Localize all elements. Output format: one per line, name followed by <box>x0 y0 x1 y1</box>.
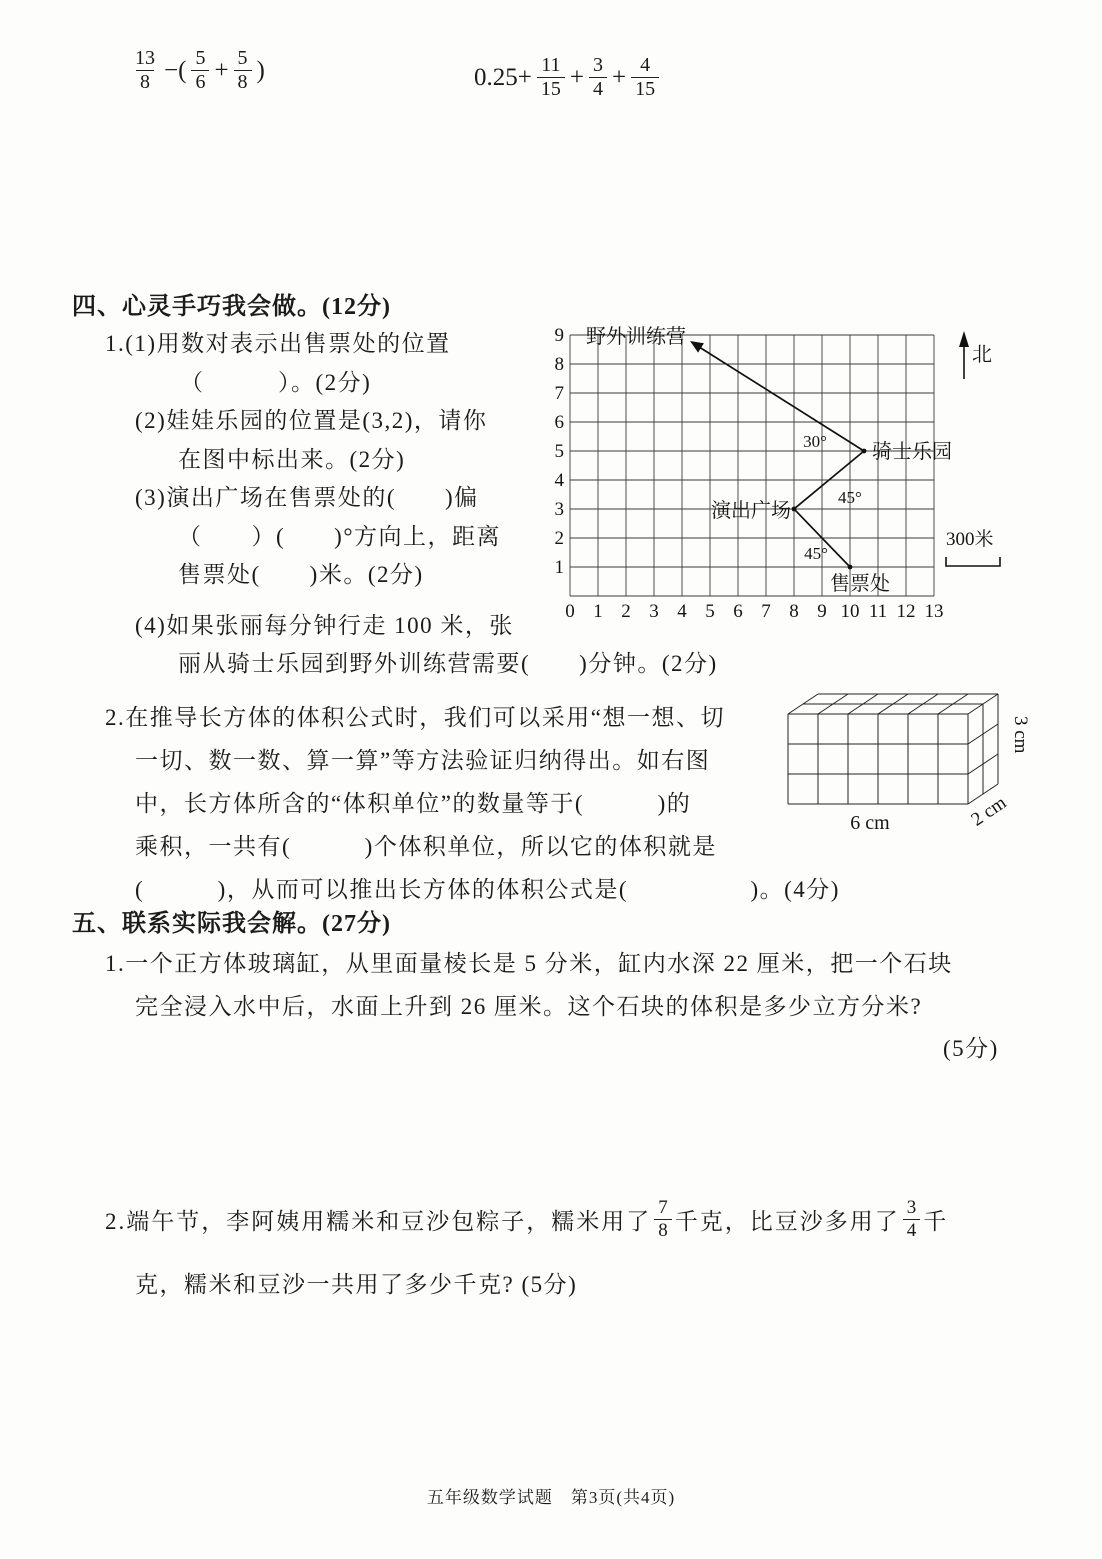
q1-line: 售票处( )米。(2分) <box>178 562 424 587</box>
expression-2 <box>472 55 662 100</box>
x-tick-13: 13 <box>924 601 944 622</box>
p1-line: 1.一个正方体玻璃缸，从里面量棱长是 5 分米，缸内水深 22 厘米，把一个石块 <box>105 951 953 976</box>
denominator: 8 <box>654 1219 672 1241</box>
fraction <box>537 55 565 100</box>
x-tick-1: 1 <box>593 601 603 622</box>
grid-horizontal-lines <box>570 335 934 596</box>
p2-text: 千克，比豆沙多用了 <box>674 1208 900 1234</box>
x-tick-12: 12 <box>896 601 916 622</box>
numerator: 7 <box>658 1197 668 1218</box>
p2-text: 千 <box>923 1208 949 1234</box>
route-arrowhead <box>690 341 704 353</box>
x-tick-4: 4 <box>677 601 687 622</box>
cuboid-front-grid <box>788 714 968 804</box>
y-tick-1: 1 <box>554 557 564 578</box>
q2-line: 乘积，一共有( )个体积单位，所以它的体积就是 <box>135 834 717 859</box>
denominator: 8 <box>136 70 154 93</box>
q2-line: 2.在推导长方体的体积公式时，我们可以采用“想一想、切 <box>105 705 725 730</box>
height-label: 3 cm <box>1010 716 1031 754</box>
section5-heading: 五、联系实际我会解。(27分) <box>72 911 391 937</box>
ticket-label: 售票处 <box>830 573 890 595</box>
camp-label: 野外训练营 <box>586 326 686 348</box>
north-arrow-head <box>959 331 969 347</box>
q1-line: (3)演出广场在售票处的( )偏 <box>135 485 479 510</box>
angle-45-ticket-label: 45° <box>804 544 828 563</box>
q1-line: （ ）( )°方向上，距离 <box>178 524 502 549</box>
x-tick-2: 2 <box>621 601 631 622</box>
scale-bracket <box>946 557 1000 566</box>
q2-line: ( )，从而可以推出长方体的体积公式是( )。(4分) <box>135 877 840 902</box>
y-tick-8: 8 <box>554 354 564 375</box>
operator: + <box>214 56 229 84</box>
x-tick-10: 10 <box>840 601 860 622</box>
expression-1 <box>128 48 267 93</box>
x-tick-9: 9 <box>817 601 827 622</box>
numerator: 5 <box>195 47 206 69</box>
knight-label: 骑士乐园 <box>872 441 952 463</box>
numerator: 5 <box>237 47 248 69</box>
plaza-point <box>792 507 797 512</box>
y-tick-3: 3 <box>554 499 564 520</box>
numerator: 13 <box>135 47 155 69</box>
p1-score: (5分) <box>943 1036 999 1061</box>
p2-line-with-fractions <box>105 1198 948 1241</box>
fraction <box>903 1198 921 1241</box>
x-tick-6: 6 <box>733 601 743 622</box>
x-tick-3: 3 <box>649 601 659 622</box>
route-path <box>696 345 864 567</box>
numerator: 3 <box>592 54 603 76</box>
numerator: 3 <box>906 1197 917 1218</box>
fraction <box>631 55 659 100</box>
plaza-label: 演出广场 <box>711 500 791 522</box>
fraction <box>654 1198 672 1241</box>
fraction <box>589 55 607 100</box>
denominator: 4 <box>903 1219 921 1241</box>
fraction <box>234 48 252 93</box>
q1-line: （ ）。(2分) <box>180 370 372 395</box>
x-tick-8: 8 <box>789 601 799 622</box>
grid-vertical-lines <box>570 335 934 596</box>
p1-line: 完全浸入水中后，水面上升到 26 厘米。这个石块的体积是多少立方分米? <box>135 994 923 1019</box>
q1-line: 1.(1)用数对表示出售票处的位置 <box>105 331 451 356</box>
y-tick-5: 5 <box>554 441 564 462</box>
q2-line: 中，长方体所含的“体积单位”的数量等于( )的 <box>135 791 692 816</box>
y-tick-2: 2 <box>554 528 564 549</box>
north-label: 北 <box>972 344 992 366</box>
y-tick-4: 4 <box>554 470 564 491</box>
q1-line: (2)娃娃乐园的位置是(3,2)，请你 <box>135 408 488 433</box>
p2-line: 克，糯米和豆沙一共用了多少千克? (5分) <box>135 1272 578 1297</box>
denominator: 8 <box>234 70 252 93</box>
cuboid-top-grid <box>788 694 998 714</box>
p2-text: 2.端午节，李阿姨用糯米和豆沙包粽子，糯米用了 <box>105 1208 652 1234</box>
numerator: 11 <box>541 54 561 76</box>
page-footer: 五年级数学试题 第3页(共4页) <box>426 1488 676 1507</box>
numerator: 4 <box>640 54 651 76</box>
y-tick-7: 7 <box>554 383 564 404</box>
operator: + <box>569 63 584 91</box>
denominator: 6 <box>191 70 209 93</box>
x-tick-11: 11 <box>868 601 888 622</box>
depth-label: 2 cm <box>967 792 1011 831</box>
operator: ) <box>256 56 265 84</box>
operator: + <box>611 63 627 91</box>
q2-line: 一切、数一数、算一算”等方法验证归纳得出。如右图 <box>135 748 711 773</box>
denominator: 4 <box>589 77 607 100</box>
y-tick-9: 9 <box>554 325 564 346</box>
q1-line: 丽从骑士乐园到野外训练营需要( )分钟。(2分) <box>178 651 718 676</box>
section4-heading: 四、心灵手巧我会做。(12分) <box>72 294 391 320</box>
coordinate-grid-figure <box>550 305 1040 627</box>
fraction <box>131 48 159 93</box>
scale-label: 300米 <box>946 529 994 550</box>
denominator: 15 <box>537 77 565 100</box>
angle-30-label: 30° <box>803 432 827 451</box>
fraction <box>191 48 209 93</box>
operator: −( <box>164 56 187 84</box>
denominator: 15 <box>631 77 659 100</box>
cuboid-figure <box>770 688 1080 858</box>
length-label: 6 cm <box>850 812 890 834</box>
x-tick-0: 0 <box>565 601 575 622</box>
ticket-point <box>848 565 853 570</box>
x-tick-5: 5 <box>705 601 715 622</box>
x-tick-7: 7 <box>761 601 771 622</box>
knight-point <box>862 449 867 454</box>
q1-line: 在图中标出来。(2分) <box>178 447 406 472</box>
y-tick-6: 6 <box>554 412 564 433</box>
angle-45-plaza-label: 45° <box>838 488 862 507</box>
decimal-term: 0.25+ <box>474 63 532 91</box>
q1-line: (4)如果张丽每分钟行走 100 米，张 <box>135 613 514 638</box>
